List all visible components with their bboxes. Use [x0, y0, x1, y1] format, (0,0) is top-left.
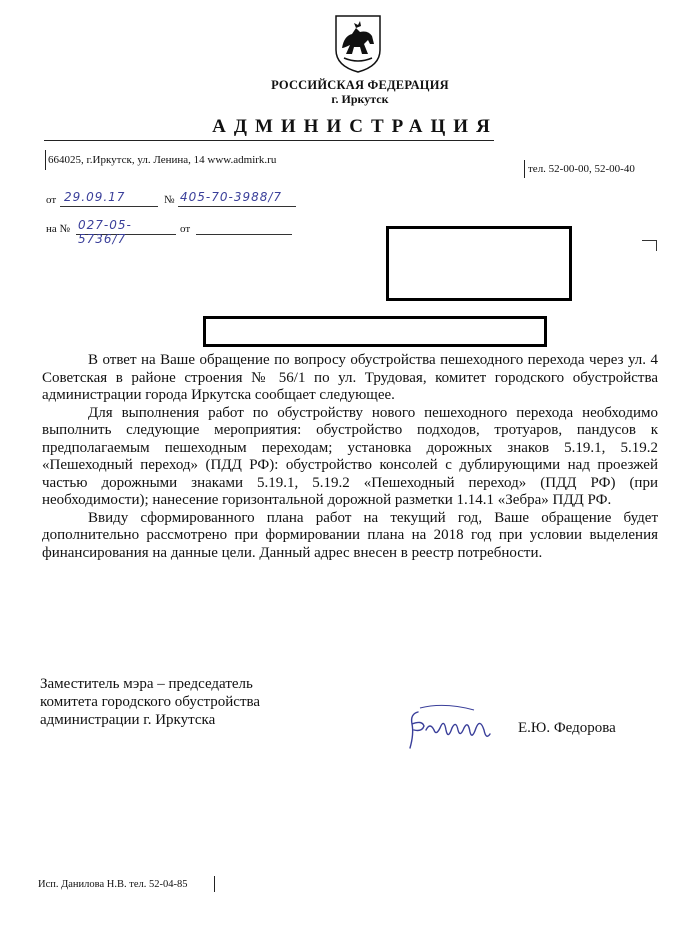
irkutsk-coat-of-arms-icon — [334, 14, 382, 74]
phone-line: тел. 52-00-00, 52-00-40 — [528, 163, 635, 175]
executor-line: Исп. Данилова Н.В. тел. 52-04-85 — [38, 879, 188, 890]
country-name: РОССИЙСКАЯ ФЕДЕРАЦИЯ — [271, 78, 449, 92]
signer-position-line-2: комитета городского обустройства — [40, 694, 261, 710]
signer-position — [40, 675, 260, 729]
number-field — [178, 192, 296, 207]
executor-bracket — [214, 876, 215, 892]
organization-title: АДМИНИСТРАЦИЯ — [212, 116, 498, 137]
header-divider — [44, 140, 494, 141]
signer-position-line-3: администрации г. Иркутска — [40, 712, 216, 728]
address-line: 664025, г.Иркутск, ул. Ленина, 14 www.admirk.ru — [48, 154, 277, 166]
reply-label: на № — [46, 223, 71, 235]
from-label: от — [46, 194, 57, 206]
address-corner-mark — [642, 240, 657, 251]
city-name: г. Иркутск — [331, 92, 389, 106]
redacted-recipient-name-box — [203, 316, 547, 347]
reply-from-label: от — [180, 223, 191, 235]
reply-number-field — [76, 218, 176, 246]
date-value: 29.09.17 — [64, 190, 126, 204]
signer-name: Е.Ю. Федорова — [518, 720, 616, 736]
number-label: № — [164, 194, 175, 206]
letter-body — [42, 352, 658, 562]
redacted-recipient-box — [386, 226, 572, 301]
reply-number-value: 027-05-5736/7 — [78, 218, 132, 246]
signer-position-line-1: Заместитель мэра – председатель — [40, 676, 253, 692]
reply-date-field — [196, 220, 292, 235]
body-paragraph-3: Ввиду сформированного плана работ на текущий год, Ваше обращение будет дополнительно рассмотрено при формировании плана на 2018 год при условии выделения финансирования на данные цели. Данный адрес внесен в реестр потребности. — [42, 509, 658, 561]
date-field — [60, 192, 158, 207]
body-paragraph-1: В ответ на Ваше обращение по вопросу обустройства пешеходного перехода через ул. 4 Советская в районе строения № 56/1 по ул. Трудовая, комитет городского обустройства администрации города Иркутска сообщает следующее. — [42, 352, 658, 403]
handwritten-signature — [404, 700, 496, 756]
number-value: 405-70-3988/7 — [180, 190, 283, 204]
body-paragraph-2: Для выполнения работ по обустройству нового пешеходного перехода необходимо выполнить следующие мероприятия: обустройство подходов, тротуаров, пандусов к предполагаемым пешеходным переходам; установка дорожных знаков 5.19.1, 5.19.2 «Пешеходный переход» (ПДД РФ): обустройство консолей с дублирующими над проезжей частью дорожными знаками 5.19.1, 5.19.2 «Пешеходный переход» (ПДД РФ) (при необходимости); нанесение горизонтальной дорожной разметки 1.14.1 «Зебра» ПДД РФ. — [42, 404, 658, 508]
